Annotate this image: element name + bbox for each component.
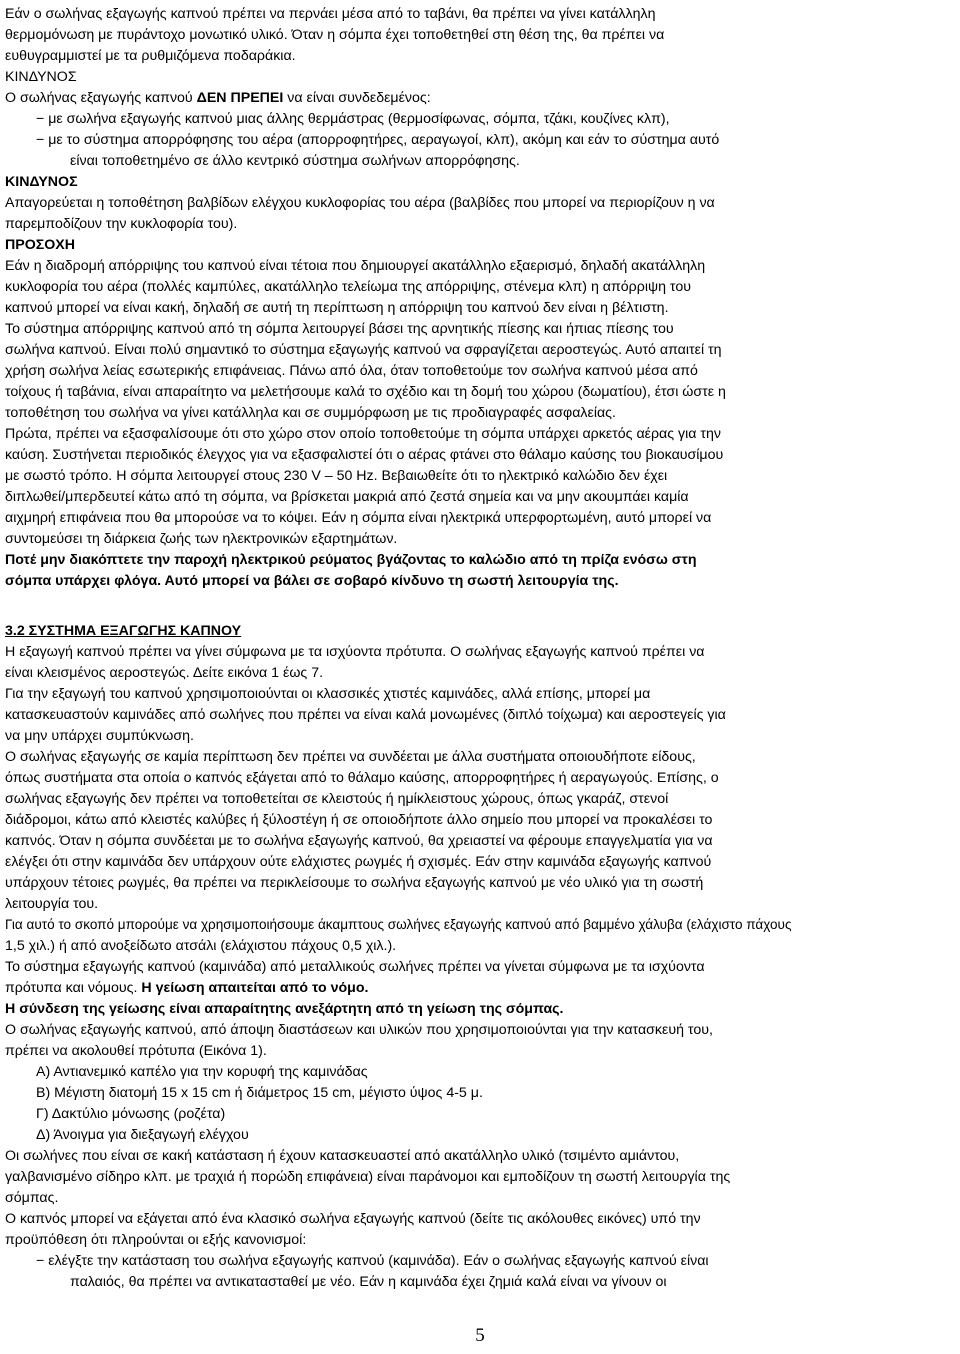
text-line: διπλωθεί/μπερδευτεί κάτω από τη σόμπα, να βρίσκεται μακριά από ζεστά σημεία και να μην ακουμπάει καμία bbox=[5, 489, 689, 505]
text-line: τοποθέτηση του σωλήνα να γίνει κατάλληλα και σε συμμόρφωση με τις προδιαγραφές ασφαλείας. bbox=[5, 405, 616, 421]
text-segment: Ο σωλήνας εξαγωγής καπνού bbox=[5, 90, 197, 106]
text-line: Ποτέ μην διακόπτετε την παροχή ηλεκτρικού ρεύματος βγάζοντας το καλώδιο από τη πρίζα ενόσω στη bbox=[5, 552, 697, 568]
text-line: διάδρομοι, κάτω από κλειστές καλύβες ή ξύλοστέγη ή σε οποιοδήποτε άλλο σημείο που μπορεί να προκαλέσει το bbox=[5, 812, 713, 828]
text-line: Δ) Άνοιγμα για διεξαγωγή ελέγχου bbox=[36, 1127, 249, 1143]
text-line: όπως συστήματα στα οποία ο καπνός εξάγεται από το θάλαμο καύσης, απορροφητήρες ή αεραγωγούς. Επίσης, ο bbox=[5, 770, 719, 786]
text-line: υπάρχουν τέτοιες ρωγμές, θα πρέπει να περικλείσουμε το σωλήνα εξαγωγής καπνού με νέο υλικό για τη σωστή bbox=[5, 875, 704, 891]
text-line bbox=[5, 978, 368, 999]
text-line: σόμπα υπάρχει φλόγα. Αυτό μπορεί να βάλει σε σοβαρό κίνδυνο τη σωστή λειτουργία της. bbox=[5, 573, 619, 589]
text-line: με σωστό τρόπο. Η σόμπα λειτουργεί στους 230 V – 50 Hz. Βεβαιωθείτε ότι το ηλεκτρικό καλώδιο δεν έχει bbox=[5, 468, 668, 484]
text-line: Για αυτό το σκοπό μπορούμε να χρησιμοποιήσουμε άκαμπτους σωλήνες εξαγωγής καπνού από βαμμένο χάλυβα (ελάχιστο πάχους bbox=[5, 917, 792, 933]
text-line: πρέπει να ακολουθεί πρότυπα (Εικόνα 1). bbox=[5, 1043, 267, 1059]
text-line: Α) Αντιανεμικό καπέλο για την κορυφή της καμινάδας bbox=[36, 1064, 368, 1080]
text-segment: Η γείωση απαιτείται από το νόμο. bbox=[141, 980, 369, 996]
text-segment: Το σύστημα εξαγωγής καπνού (καμινάδα) από μεταλλικούς σωλήνες πρέπει να γίνεται σύμφωνα με τα ισχύοντα bbox=[5, 959, 705, 975]
text-line: 1,5 χιλ.) ή από ανοξείδωτο ατσάλι (ελάχιστου πάχους 0,5 χιλ.). bbox=[5, 938, 397, 954]
text-line: ΠΡΟΣΟΧΗ bbox=[5, 237, 76, 253]
text-line: ΚΙΝΔΥΝΟΣ bbox=[5, 69, 77, 85]
text-line: Εάν η διαδρομή απόρριψης του καπνού είναι τέτοια που δημιουργεί ακατάλληλο εξαερισμό, δηλαδή ακατάλληλη bbox=[5, 258, 706, 274]
text-line: κυκλοφορία του αέρα (πολλές καμπύλες, ακατάλληλο τελείωμα της απόρριψης, στένεμα κλπ) η απόρριψη του bbox=[5, 279, 691, 295]
text-line: − με σωλήνα εξαγωγής καπνού μιας άλλης θερμάστρας (θερμοσίφωνας, σόμπα, τζάκι, κουζίνες κλπ), bbox=[36, 111, 670, 127]
text-line: 3.2 ΣΥΣΤΗΜΑ ΕΞΑΓΩΓΗΣ ΚΑΠΝΟΥ bbox=[5, 623, 242, 639]
text-line: Για την εξαγωγή του καπνού χρησιμοποιούνται οι κλασσικές χτιστές καμινάδες, αλλά επίσης, μπορεί μα bbox=[5, 686, 651, 702]
text-line: τοίχους ή ταβάνια, είναι απαραίτητο να μελετήσουμε καλά το σχέδιο και τη δομή του χώρου (δωματίου), έτσι ώστε η bbox=[5, 384, 726, 400]
text-line: Ο καπνός μπορεί να εξάγεται από ένα κλασικό σωλήνα εξαγωγής καπνού (δείτε τις ακόλουθες εικόνες) υπό την bbox=[5, 1211, 701, 1227]
text-line: να μην υπάρχει συμπύκνωση. bbox=[5, 728, 194, 744]
text-line: γαλβανισμένο σίδηρο κλπ. με τραχιά ή πορώδη επιφάνεια) είναι παράνομοι και εμποδίζουν τη σωστή λειτουργία της bbox=[5, 1169, 731, 1185]
text-line: λειτουργία του. bbox=[5, 896, 99, 912]
text-line: Εάν ο σωλήνας εξαγωγής καπνού πρέπει να περνάει μέσα από το ταβάνι, θα πρέπει να γίνει κατάλληλη bbox=[5, 6, 656, 22]
text-line: προϋπόθεση ότι πληρούνται οι εξής κανονισμοί: bbox=[5, 1232, 307, 1248]
text-line: ΚΙΝΔΥΝΟΣ bbox=[5, 174, 78, 190]
text-line bbox=[5, 88, 431, 109]
text-line: καύση. Συστήνεται περιοδικός έλεγχος για να εξασφαλιστεί ότι ο αέρας φτάνει στο θάλαμο καύσης του βιοκαυσίμου bbox=[5, 447, 724, 463]
text-line: καπνός. Όταν η σόμπα συνδέεται με το σωλήνα εξαγωγής καπνού, θα χρειαστεί να φέρουμε επαγγελματία για να bbox=[5, 833, 713, 849]
text-line: σόμπας. bbox=[5, 1190, 59, 1206]
text-line: θερμομόνωση με πυράντοχο μονωτικό υλικό. Όταν η σόμπα έχει τοποθετηθεί στη θέση της, θα πρέπει να bbox=[5, 27, 665, 43]
text-line: παρεμποδίζουν την κυκλοφορία του). bbox=[5, 216, 238, 232]
text-line: Η εξαγωγή καπνού πρέπει να γίνει σύμφωνα με τα ισχύοντα πρότυπα. Ο σωλήνας εξαγωγής καπνού πρέπει να bbox=[5, 644, 705, 660]
text-line: είναι κλεισμένος αεροστεγώς. Δείτε εικόνα 1 έως 7. bbox=[5, 665, 324, 681]
text-line: χρήση σωλήνα λείας εσωτερικής επιφάνειας. Πάνω από όλα, όταν τοποθετούμε τον σωλήνα καπνού μέσα από bbox=[5, 363, 698, 379]
text-segment: ΔΕΝ ΠΡΕΠΕΙ bbox=[196, 90, 284, 106]
text-line: Οι σωλήνες που είναι σε κακή κατάσταση ή έχουν κατασκευαστεί από ακατάλληλο υλικό (τσιμέντο αμιάντου, bbox=[5, 1148, 680, 1164]
text-line: συντομεύσει τη διάρκεια ζωής των ηλεκτρονικών εξαρτημάτων. bbox=[5, 531, 398, 547]
text-line: Ο σωλήνας εξαγωγής καπνού, από άποψη διαστάσεων και υλικών που χρησιμοποιούνται για την κατασκευή του, bbox=[5, 1022, 713, 1038]
text-line: Πρώτα, πρέπει να εξασφαλίσουμε ότι στο χώρο στον οποίο τοποθετούμε τη σόμπα υπάρχει αρκετός αέρας για την bbox=[5, 426, 721, 442]
text-line: κατασκευαστούν καμινάδες από σωλήνες που πρέπει να είναι καλά μονωμένες (διπλό τοίχωμα) και αεροστεγείς για bbox=[5, 707, 726, 723]
text-line: Ο σωλήνας εξαγωγής σε καμία περίπτωση δεν πρέπει να συνδέεται με άλλα συστήματα οποιουδήποτε είδους, bbox=[5, 749, 696, 765]
text-line: σωλήνα καπνού. Είναι πολύ σημαντικό το σύστημα εξαγωγής καπνού να σφραγίζεται αεροστεγώς. Αυτό απαιτεί τη bbox=[5, 342, 722, 358]
page-number: 5 bbox=[475, 1325, 485, 1346]
text-line: ευθυγραμμιστεί με τα ρυθμιζόμενα ποδαράκια. bbox=[5, 48, 296, 64]
text-line: − ελέγξτε την κατάσταση του σωλήνα εξαγωγής καπνού (καμινάδα). Εάν ο σωλήνας εξαγωγής καπνού είναι bbox=[36, 1253, 709, 1269]
text-segment: να είναι συνδεδεμένος: bbox=[283, 90, 431, 106]
text-line: Γ) Δακτύλιο μόνωσης (ροζέτα) bbox=[36, 1106, 226, 1122]
text-line: παλαιός, θα πρέπει να αντικατασταθεί με νέο. Εάν η καμινάδα έχει ζημιά καλά είναι να γίνουν οι bbox=[70, 1274, 667, 1290]
text-line: − με το σύστημα απορρόφησης του αέρα (απορροφητήρες, αεραγωγοί, κλπ), ακόμη και εάν το σύστημα αυτό bbox=[36, 132, 720, 148]
text-line: Απαγορεύεται η τοποθέτηση βαλβίδων ελέγχου κυκλοφορίας του αέρα (βαλβίδες που μπορεί να περιορίζουν η να bbox=[5, 195, 715, 211]
text-line: ελέγξει ότι στην καμινάδα δεν υπάρχουν ούτε ελάχιστες ρωγμές ή σχισμές. Εάν στην καμινάδα εξαγωγής καπνού bbox=[5, 854, 712, 870]
text-line: είναι τοποθετημένο σε άλλο κεντρικό σύστημα σωλήνων απορρόφησης. bbox=[70, 153, 520, 169]
text-segment: πρότυπα και νόμους. bbox=[5, 980, 142, 996]
text-line: Η σύνδεση της γείωσης είναι απαραίτητης ανεξάρτητη από τη γείωση της σόμπας. bbox=[5, 1001, 564, 1017]
text-line: αιχμηρή επιφάνεια που θα μπορούσε να το κόψει. Εάν η σόμπα είναι ηλεκτρικά υπερφορτωμένη, αυτό μπορεί να bbox=[5, 510, 712, 526]
text-line bbox=[5, 957, 705, 978]
text-line: Β) Μέγιστη διατομή 15 x 15 cm ή διάμετρος 15 cm, μέγιστο ύψος 4-5 μ. bbox=[36, 1085, 483, 1101]
text-line: καπνού μπορεί να είναι κακή, δηλαδή σε αυτή τη περίπτωση η απόρριψη του καπνού δεν είναι η βέλτιστη. bbox=[5, 300, 669, 316]
text-line: Το σύστημα απόρριψης καπνού από τη σόμπα λειτουργεί βάσει της αρνητικής πίεσης και ήπιας πίεσης του bbox=[5, 321, 674, 337]
text-line: σωλήνας εξαγωγής δεν πρέπει να τοποθετείται σε κλειστούς ή ημίκλειστους χώρους, όπως γκαράζ, στενοί bbox=[5, 791, 669, 807]
